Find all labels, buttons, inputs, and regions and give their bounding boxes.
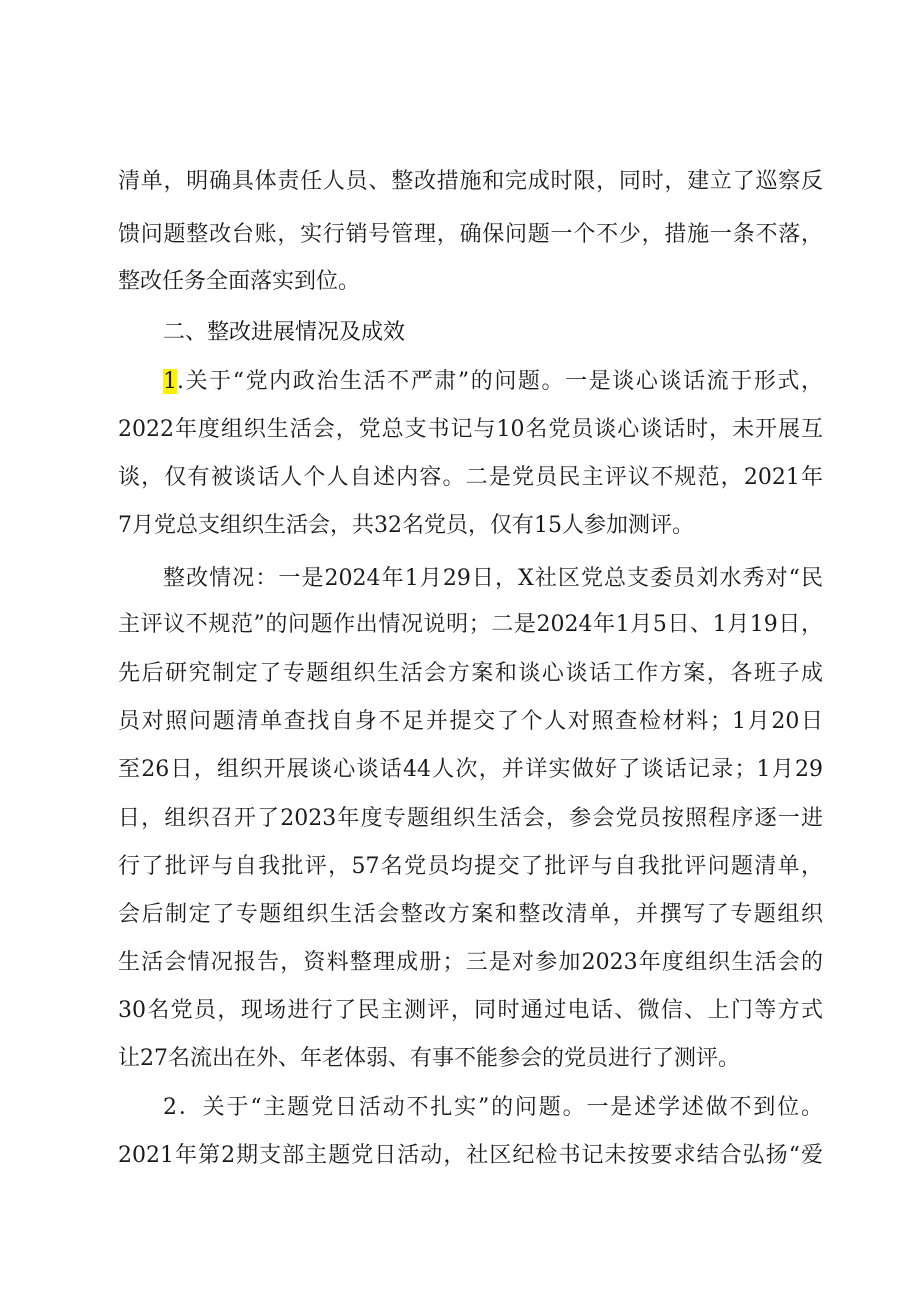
paragraph-line: 先后研究制定了专题组织生活会方案和谈心谈话工作方案，各班子成 xyxy=(118,661,823,686)
paragraph-line: 主评议不规范”的问题作出情况说明；二是2024年1月5日、1月19日， xyxy=(118,612,823,637)
paragraph-line: 7月党总支组织生活会，共32名党员，仅有15人参加测评。 xyxy=(118,513,694,538)
paragraph-line: 2021年第2期支部主题党日活动，社区纪检书记未按要求结合弘扬“爱 xyxy=(118,1143,823,1168)
paragraph-line: 员对照问题清单查找自身不足并提交了个人对照查检材料；1月20日 xyxy=(118,709,823,734)
paragraph-line: 日，组织召开了2023年度专题组织生活会，参会党员按照程序逐一进 xyxy=(118,806,823,831)
paragraph-line: 行了批评与自我批评，57名党员均提交了批评与自我批评问题清单， xyxy=(118,854,823,879)
paragraph-line: 会后制定了专题组织生活会整改方案和整改清单，并撰写了专题组织 xyxy=(118,902,823,927)
paragraph-line: 整改任务全面落实到位。 xyxy=(118,269,361,294)
item-2-first-line: 2．关于“主题党日活动不扎实”的问题。一是述学述做不到位。 xyxy=(163,1095,823,1120)
item-1-text: .关于“党内政治生活不严肃”的问题。一是谈心谈话流于形式， xyxy=(177,369,823,394)
paragraph-line: 至26日，组织开展谈心谈话44人次，并详实做好了谈话记录；1月29 xyxy=(118,757,823,782)
paragraph-line: 让27名流出在外、年老体弱、有事不能参会的党员进行了测评。 xyxy=(118,1046,740,1071)
paragraph-line: 清单，明确具体责任人员、整改措施和完成时限，同时，建立了巡察反 xyxy=(118,169,823,194)
paragraph-line: 生活会情况报告，资料整理成册；三是对参加2023年度组织生活会的 xyxy=(118,950,823,975)
rectification-first-line: 整改情况：一是2024年1月29日，X社区党总支委员刘水秀对“民 xyxy=(163,566,823,591)
item-1-first-line xyxy=(163,362,823,402)
highlighted-item-number: 1 xyxy=(163,369,177,394)
section-heading: 二、整改进展情况及成效 xyxy=(163,320,406,345)
paragraph-line: 馈问题整改台账，实行销号管理，确保问题一个不少，措施一条不落， xyxy=(118,222,823,247)
paragraph-line: 30名党员，现场进行了民主测评，同时通过电话、微信、上门等方式 xyxy=(118,998,823,1023)
paragraph-line: 谈，仅有被谈话人个人自述内容。二是党员民主评议不规范，2021年 xyxy=(118,465,823,490)
paragraph-line: 2022年度组织生活会，党总支书记与10名党员谈心谈话时，未开展互 xyxy=(118,417,823,442)
